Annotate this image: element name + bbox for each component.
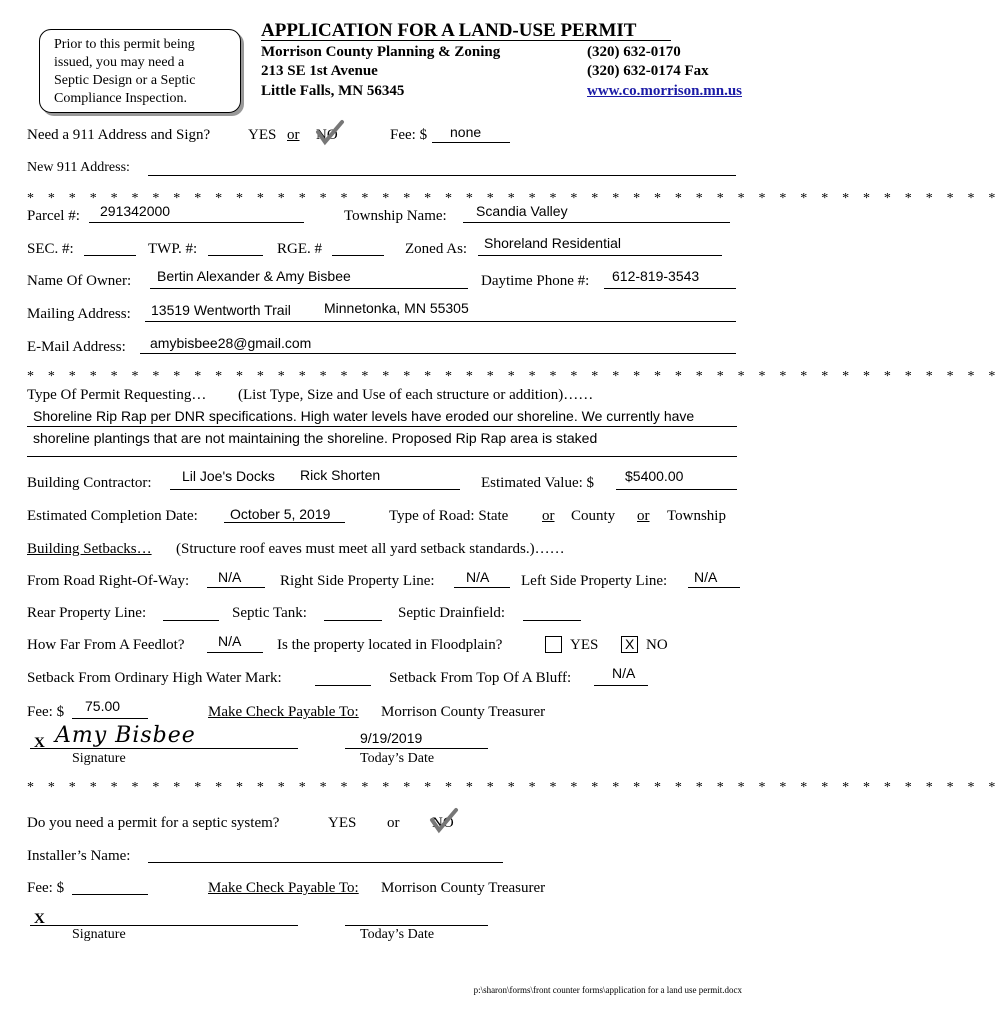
- divider-stars: * * * * * * * * * * * * * * * * * * * * * * * * * * * * * * * * * * * * * * * * * * * * * * *: [27, 780, 1001, 795]
- contractor-line: [170, 489, 460, 490]
- rge-label: RGE. #: [277, 241, 322, 257]
- septic-question: Do you need a permit for a septic system?: [27, 815, 280, 831]
- zoned-value[interactable]: Shoreland Residential: [484, 235, 621, 251]
- septic-tank-line[interactable]: [324, 620, 382, 621]
- org-fax: (320) 632-0174 Fax: [587, 63, 709, 79]
- permit-desc-line: [27, 456, 737, 457]
- installer-line[interactable]: [148, 862, 503, 863]
- septic-signature-label: Signature: [72, 927, 126, 942]
- mailing-label: Mailing Address:: [27, 306, 131, 322]
- septic-payable-label: Make Check Payable To:: [208, 880, 359, 896]
- left-side-value[interactable]: N/A: [694, 569, 718, 585]
- feedlot-label: How Far From A Feedlot?: [27, 637, 185, 653]
- left-side-line: [688, 587, 740, 588]
- org-name: Morrison County Planning & Zoning: [261, 44, 501, 60]
- owner-value[interactable]: Bertin Alexander & Amy Bisbee: [157, 268, 351, 284]
- notice-line: Compliance Inspection.: [54, 91, 187, 106]
- right-side-value[interactable]: N/A: [466, 569, 490, 585]
- permit-desc-line: [27, 426, 737, 427]
- septic-or: or: [387, 815, 400, 831]
- signature-line: [30, 748, 298, 749]
- rear-line[interactable]: [163, 620, 219, 621]
- feedlot-value[interactable]: N/A: [218, 633, 242, 649]
- septic-payable-value: Morrison County Treasurer: [381, 880, 546, 896]
- twp-label: TWP. #:: [148, 241, 198, 257]
- notice-line: issued, you may need a: [54, 55, 185, 70]
- zoned-line: [478, 255, 722, 256]
- land-use-fee-value[interactable]: 75.00: [85, 698, 121, 714]
- title-underline: [261, 40, 671, 41]
- divider-stars: * * * * * * * * * * * * * * * * * * * * * * * * * * * * * * * * * * * * * * * * * * * * * * *: [27, 191, 1001, 206]
- contractor-person[interactable]: Rick Shorten: [300, 467, 381, 483]
- floodplain-yes-checkbox[interactable]: [545, 636, 562, 653]
- email-value[interactable]: amybisbee28@gmail.com: [150, 335, 312, 351]
- email-line: [140, 353, 736, 354]
- parcel-value[interactable]: 291342000: [100, 203, 171, 219]
- 911-yes[interactable]: YES: [248, 127, 277, 143]
- sec-label: SEC. #:: [27, 241, 74, 257]
- road-or: or: [542, 508, 555, 524]
- owner-label: Name Of Owner:: [27, 273, 132, 289]
- septic-drainfield-label: Septic Drainfield:: [398, 605, 506, 621]
- ohwm-label: Setback From Ordinary High Water Mark:: [27, 670, 282, 686]
- floodplain-label: Is the property located in Floodplain?: [277, 637, 503, 653]
- 911-fee-value[interactable]: none: [450, 124, 482, 140]
- date-line: [345, 748, 488, 749]
- website-link[interactable]: www.co.morrison.mn.us: [587, 83, 743, 99]
- notice-line: Prior to this permit being: [54, 37, 195, 52]
- road-setback-line: [207, 587, 265, 588]
- org-city: Little Falls, MN 56345: [261, 83, 405, 99]
- permit-description-line-1[interactable]: Shoreline Rip Rap per DNR specifications. High water levels have eroded our shoreline. We currently have: [33, 408, 695, 424]
- signature-date-value[interactable]: 9/19/2019: [360, 730, 423, 746]
- contractor-label: Building Contractor:: [27, 475, 152, 491]
- setbacks-heading: Building Setbacks…: [27, 541, 152, 557]
- contractor-name[interactable]: Lil Joe's Docks: [182, 468, 275, 484]
- zoned-label: Zoned As:: [405, 241, 468, 257]
- septic-date-line[interactable]: [345, 925, 488, 926]
- installer-label: Installer’s Name:: [27, 848, 131, 864]
- township-label: Township Name:: [344, 208, 447, 224]
- septic-tank-label: Septic Tank:: [232, 605, 307, 621]
- septic-date-label: Today’s Date: [360, 927, 435, 942]
- road-type-label: Type of Road: State: [389, 508, 509, 524]
- bluff-label: Setback From Top Of A Bluff:: [389, 670, 572, 686]
- road-setback-label: From Road Right-Of-Way:: [27, 573, 190, 589]
- floodplain-no-label: NO: [646, 637, 668, 653]
- org-phone: (320) 632-0170: [587, 44, 681, 60]
- township-value[interactable]: Scandia Valley: [476, 203, 568, 219]
- new-911-label: New 911 Address:: [27, 160, 130, 175]
- payable-value: Morrison County Treasurer: [381, 704, 546, 720]
- road-setback-value[interactable]: N/A: [218, 569, 242, 585]
- email-label: E-Mail Address:: [27, 339, 126, 355]
- notice-line: Septic Design or a Septic: [54, 73, 196, 88]
- right-side-label: Right Side Property Line:: [280, 573, 435, 589]
- road-county[interactable]: County: [571, 508, 616, 524]
- road-or: or: [637, 508, 650, 524]
- septic-fee-label: Fee: $: [27, 880, 65, 896]
- completion-value[interactable]: October 5, 2019: [230, 506, 331, 522]
- new-911-line[interactable]: [148, 175, 736, 176]
- value-line: [616, 489, 737, 490]
- sec-line[interactable]: [84, 255, 136, 256]
- parcel-label: Parcel #:: [27, 208, 80, 224]
- bluff-value[interactable]: N/A: [612, 665, 636, 681]
- septic-notice-box: [39, 29, 241, 113]
- twp-line[interactable]: [208, 255, 263, 256]
- permit-type-label: Type Of Permit Requesting…: [27, 387, 207, 403]
- land-use-fee-label: Fee: $: [27, 704, 65, 720]
- check-icon: [430, 808, 458, 834]
- setbacks-note: (Structure roof eaves must meet all yard setback standards.)……: [176, 541, 565, 557]
- owner-line: [150, 288, 468, 289]
- estimated-value[interactable]: $5400.00: [625, 468, 684, 484]
- completion-label: Estimated Completion Date:: [27, 508, 198, 524]
- left-side-label: Left Side Property Line:: [521, 573, 668, 589]
- septic-yes[interactable]: YES: [328, 815, 357, 831]
- permit-description-line-2[interactable]: shoreline plantings that are not maintaining the shoreline. Proposed Rip Rap area is staked: [33, 430, 598, 446]
- phone-line: [604, 288, 736, 289]
- floodplain-no-checkbox[interactable]: [621, 636, 638, 653]
- floodplain-yes-label: YES: [570, 637, 599, 653]
- township-line: [463, 222, 730, 223]
- septic-drainfield-line[interactable]: [523, 620, 581, 621]
- parcel-line: [89, 222, 304, 223]
- feedlot-line: [207, 652, 263, 653]
- septic-x-mark: X: [34, 911, 45, 927]
- 911-question: Need a 911 Address and Sign?: [27, 127, 211, 143]
- file-path-footer: p:\sharon\forms\front counter forms\application for a land use permit.docx: [473, 985, 742, 995]
- right-side-line: [454, 587, 510, 588]
- septic-fee-line[interactable]: [72, 894, 148, 895]
- completion-line: [224, 522, 345, 523]
- payable-label: Make Check Payable To:: [208, 704, 359, 720]
- divider-stars: * * * * * * * * * * * * * * * * * * * * * * * * * * * * * * * * * * * * * * * * * * * * * * *: [27, 369, 1001, 384]
- estimated-value-label: Estimated Value: $: [481, 475, 595, 491]
- mailing-city[interactable]: Minnetonka, MN 55305: [324, 300, 469, 316]
- daytime-phone-value[interactable]: 612-819-3543: [612, 268, 700, 284]
- floodplain-no-mark: X: [625, 636, 635, 652]
- septic-signature-line[interactable]: [30, 925, 298, 926]
- road-township[interactable]: Township: [667, 508, 726, 524]
- mailing-street[interactable]: 13519 Wentworth Trail: [151, 302, 291, 318]
- signature-label: Signature: [72, 751, 126, 766]
- septic-no[interactable]: NO: [432, 815, 454, 831]
- ohwm-line[interactable]: [315, 685, 371, 686]
- land-use-fee-line: [72, 718, 148, 719]
- 911-fee-label: Fee: $: [390, 127, 428, 143]
- org-street: 213 SE 1st Avenue: [261, 63, 378, 79]
- 911-no[interactable]: NO: [316, 127, 338, 143]
- 911-or: or: [287, 127, 300, 143]
- form-title: APPLICATION FOR A LAND-USE PERMIT: [261, 20, 637, 41]
- signature-x-mark: X: [34, 735, 45, 751]
- date-label: Today’s Date: [360, 751, 435, 766]
- 911-fee-line: [432, 142, 510, 143]
- handwritten-signature[interactable]: Amy Bisbee: [55, 723, 196, 748]
- bluff-line: [594, 685, 648, 686]
- rge-line[interactable]: [332, 255, 384, 256]
- check-icon: [316, 120, 344, 146]
- mailing-line: [145, 321, 736, 322]
- rear-label: Rear Property Line:: [27, 605, 147, 621]
- permit-type-hint: (List Type, Size and Use of each structure or addition)……: [238, 387, 594, 403]
- daytime-phone-label: Daytime Phone #:: [481, 273, 590, 289]
